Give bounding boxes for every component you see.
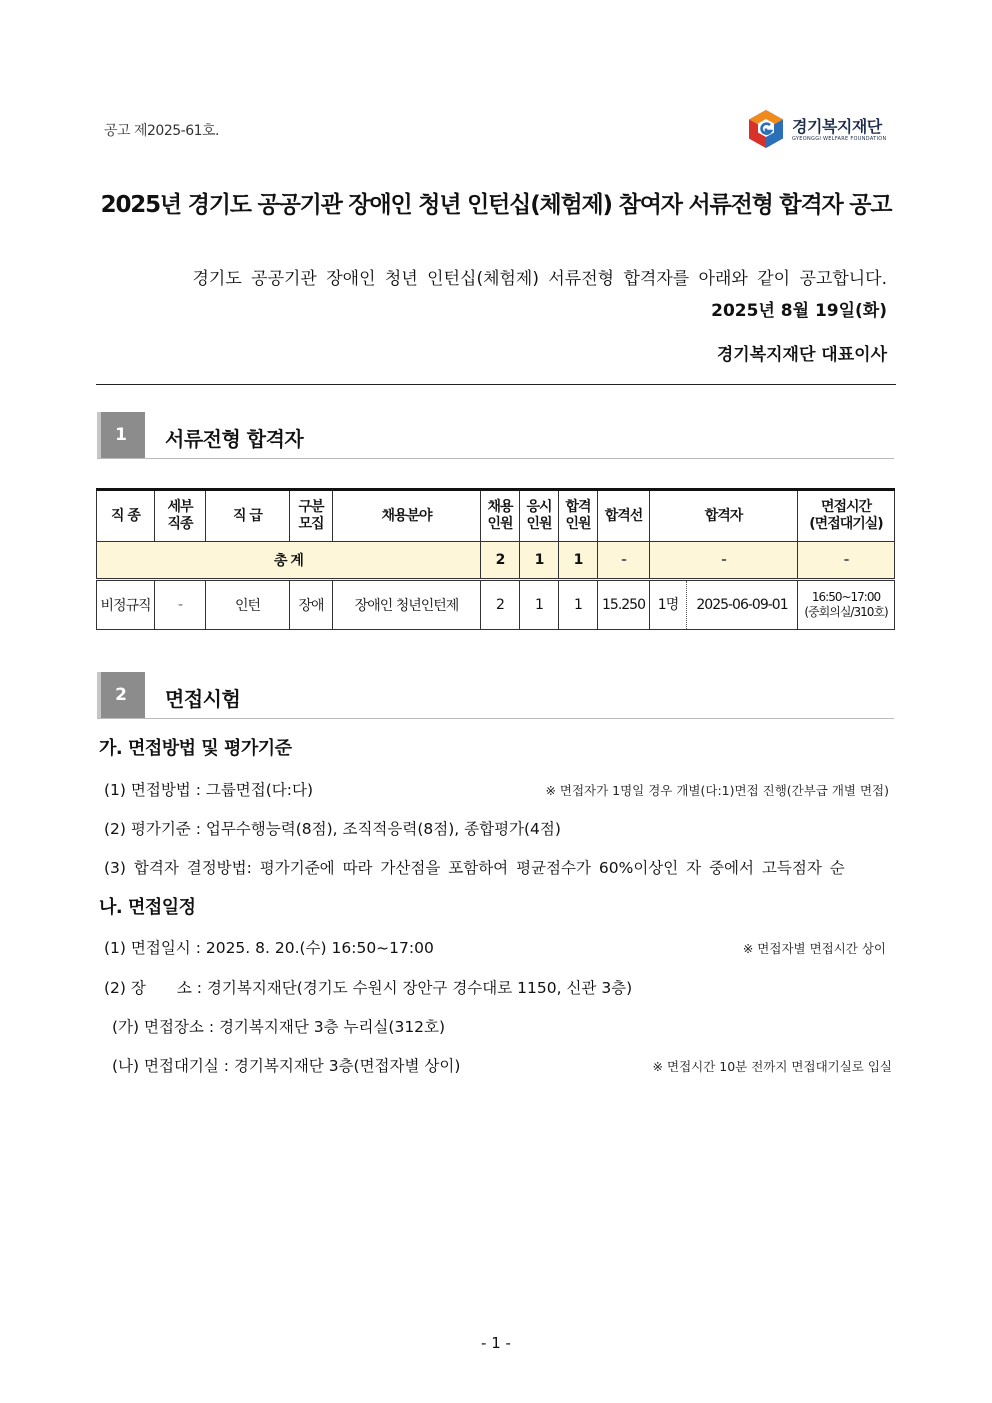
waiting-room-line: (나) 면접대기실 : 경기복지재단 3층(면접자별 상이) xyxy=(112,1057,461,1075)
row-hire: 2 xyxy=(481,580,520,630)
row-passers xyxy=(650,580,798,630)
section-1-header xyxy=(97,412,894,459)
total-label: 총 계 xyxy=(97,542,481,580)
row-category: 장애 xyxy=(290,580,333,630)
logo-subtext: GYEONGGI WELFARE FOUNDATION xyxy=(792,136,887,142)
total-time: - xyxy=(798,542,895,580)
foundation-logo-icon xyxy=(746,108,786,150)
row-sub-type: - xyxy=(155,580,206,630)
row-interview-time: 16:50~17:00 (중회의실/310호) xyxy=(798,580,895,630)
table-header-row xyxy=(97,490,895,542)
table-row xyxy=(97,580,895,630)
header-pass-count: 합격 인원 xyxy=(559,490,598,542)
header-category: 구분 모집 xyxy=(290,490,333,542)
logo-text: 경기복지재단 xyxy=(792,117,882,136)
header-field: 채용분야 xyxy=(333,490,481,542)
row-passer-count: 1명 xyxy=(650,581,687,629)
row-job-type: 비정규직 xyxy=(97,580,155,630)
header-grade: 직 급 xyxy=(206,490,290,542)
header-hire-count: 채용 인원 xyxy=(481,490,520,542)
header-interview-time: 면접시간 (면접대기실) xyxy=(798,490,895,542)
foundation-logo xyxy=(746,108,886,150)
header-job-type: 직 종 xyxy=(97,490,155,542)
total-apply: 1 xyxy=(520,542,559,580)
section-label: 서류전형 합격자 xyxy=(165,427,304,451)
row-passer-id: 2025-06-09-01 xyxy=(696,597,788,613)
page-number: - 1 - xyxy=(481,1334,511,1352)
row-field: 장애인 청년인턴제 xyxy=(333,580,481,630)
interview-datetime-line: (1) 면접일시 : 2025. 8. 20.(수) 16:50~17:00 xyxy=(104,939,434,957)
interview-venue-line: (2) 장 소 : 경기복지재단(경기도 수원시 장안구 경수대로 1150, 신관 3층) xyxy=(104,979,633,997)
intro-text: 경기도 공공기관 장애인 청년 인턴십(체험제) 서류전형 합격자를 아래와 같이 공고합니다. xyxy=(192,269,887,289)
row-cutoff: 15.250 xyxy=(598,580,650,630)
header-sub-type: 세부 직종 xyxy=(155,490,206,542)
total-cutoff: - xyxy=(598,542,650,580)
row-apply: 1 xyxy=(520,580,559,630)
decision-method-line: (3) 합격자 결정방법: 평가기준에 따라 가산점을 포함하여 평균점수가 60%이상인 자 중에서 고득점자 순 xyxy=(104,859,845,877)
interview-method-line: (1) 면접방법 : 그룹면접(다:다) xyxy=(104,781,314,799)
section-number: 1 xyxy=(97,412,145,458)
total-passers: - xyxy=(650,542,798,580)
section-label: 면접시험 xyxy=(165,687,241,711)
results-table xyxy=(96,488,895,630)
section-2-header xyxy=(97,672,894,719)
waiting-room-note: ※ 면접시간 10분 전까지 면접대기실로 입실 xyxy=(652,1059,892,1074)
header-apply-count: 응시 인원 xyxy=(520,490,559,542)
notice-number: 공고 제2025-61호. xyxy=(104,123,219,139)
total-hire: 2 xyxy=(481,542,520,580)
signer: 경기복지재단 대표이사 xyxy=(716,345,887,365)
total-pass: 1 xyxy=(559,542,598,580)
subheading-interview-method: 가. 면접방법 및 평가기준 xyxy=(99,738,292,759)
evaluation-criteria-line: (2) 평가기준 : 업무수행능력(8점), 조직적응력(8점), 종합평가(4점) xyxy=(104,820,561,838)
interview-method-note: ※ 면접자가 1명일 경우 개별(다:1)면접 진행(간부급 개별 면접) xyxy=(545,783,889,798)
interview-room-line: (가) 면접장소 : 경기복지재단 3층 누리실(312호) xyxy=(112,1018,446,1036)
section-number: 2 xyxy=(97,672,145,718)
row-grade: 인턴 xyxy=(206,580,290,630)
header-passers: 합격자 xyxy=(650,490,798,542)
notice-date: 2025년 8월 19일(화) xyxy=(711,301,887,321)
interview-datetime-note: ※ 면접자별 면접시간 상이 xyxy=(742,941,886,956)
divider xyxy=(96,384,896,385)
subheading-interview-schedule: 나. 면접일정 xyxy=(99,897,196,918)
page-title: 2025년 경기도 공공기관 장애인 청년 인턴십(체험제) 참여자 서류전형 합격자 공고 xyxy=(100,192,892,218)
header-cutoff: 합격선 xyxy=(598,490,650,542)
table-total-row xyxy=(97,542,895,580)
row-pass: 1 xyxy=(559,580,598,630)
